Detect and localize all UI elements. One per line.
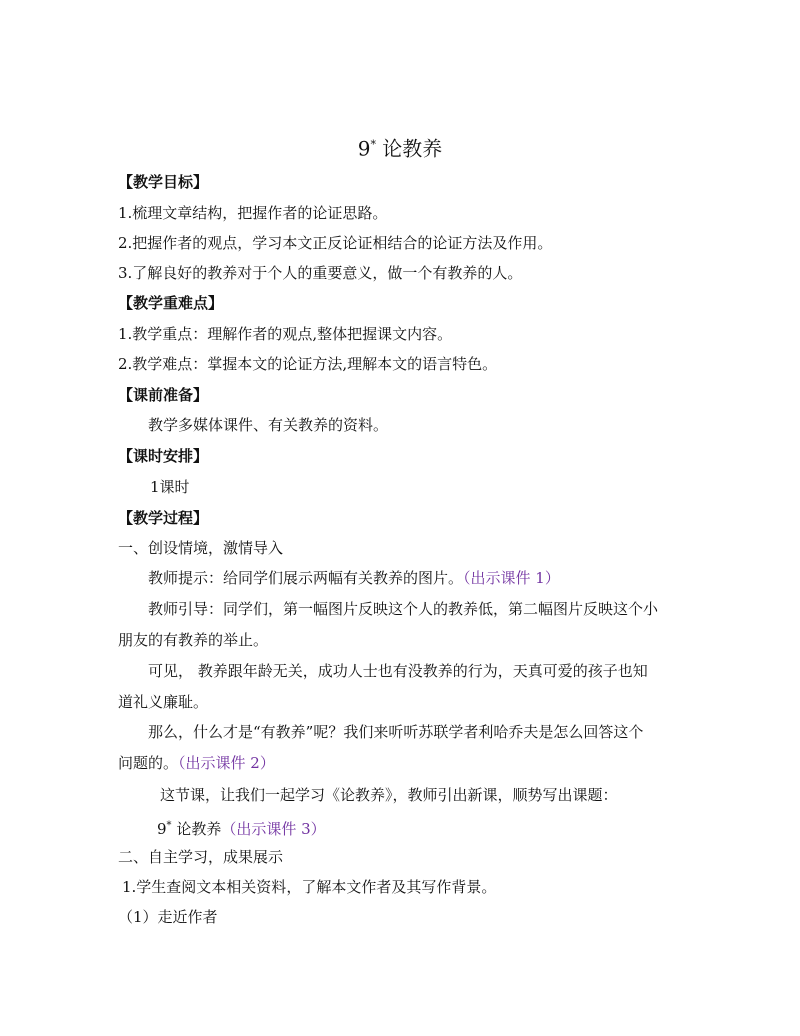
goal-item-2: 2.把握作者的观点，学习本文正反论证相结合的论证方法及作用。 (118, 234, 553, 252)
paragraph-3-line-1: 可见， 教养跟年龄无关，成功人士也有没教养的行为，天真可爱的孩子也知 (148, 662, 648, 680)
paragraph-8: （1）走近作者 (118, 908, 218, 926)
keypoint-item-1: 1.教学重点：理解作者的观点,整体把握课文内容。 (118, 325, 453, 343)
keypoints-heading: 【教学重难点】 (118, 294, 224, 312)
lesson-title: 论教养 (171, 820, 222, 838)
lesson-star: * (166, 820, 172, 831)
prep-heading: 【课前准备】 (118, 386, 209, 404)
section-1-heading: 一、创设情境，激情导入 (118, 539, 284, 557)
paragraph-2-line-2: 朋友的有教养的举止。 (118, 631, 269, 649)
process-heading: 【教学过程】 (118, 509, 209, 527)
paragraph-1 (148, 568, 560, 588)
lesson-number: 9 (157, 820, 167, 838)
paragraph-4-line-2 (118, 753, 275, 773)
goal-item-1: 1.梳理文章结构，把握作者的论证思路。 (118, 204, 388, 222)
paragraph-4-line-1: 那么，什么才是“有教养”呢？我们来听听苏联学者利哈乔夫是怎么回答这个 (148, 723, 644, 741)
goal-item-3: 3.了解良好的教养对于个人的重要意义，做一个有教养的人。 (118, 264, 523, 282)
paragraph-1-text: 教师提示：给同学们展示两幅有关教养的图片。 (148, 569, 464, 587)
paragraph-4-text: 问题的。 (118, 754, 179, 772)
paragraph-6 (157, 816, 326, 839)
paragraph-3-line-2: 道礼义廉耻。 (118, 693, 209, 711)
title-star: * (370, 138, 376, 151)
section-2-heading: 二、自主学习，成果展示 (118, 848, 284, 866)
paragraph-7: 1.学生查阅文本相关资料，了解本文作者及其写作背景。 (122, 878, 497, 896)
hours-text: 1课时 (150, 478, 190, 496)
courseware-link-2[interactable]: （出示课件 2） (178, 754, 275, 772)
page-title (0, 132, 800, 162)
courseware-link-3[interactable]: （出示课件 3） (221, 820, 326, 838)
title-text: 论教养 (382, 136, 443, 161)
goals-heading: 【教学目标】 (118, 173, 209, 191)
keypoint-item-2: 2.教学难点：掌握本文的论证方法,理解本文的语言特色。 (118, 355, 498, 373)
paragraph-5: 这节课，让我们一起学习《论教养》，教师引出新课，顺势写出课题： (160, 786, 618, 804)
prep-text: 教学多媒体课件、有关教养的资料。 (148, 416, 389, 434)
hours-heading: 【课时安排】 (118, 447, 209, 465)
courseware-link-1[interactable]: （出示课件 1） (463, 569, 560, 587)
paragraph-2-line-1: 教师引导：同学们，第一幅图片反映这个人的教养低，第二幅图片反映这个小 (148, 600, 659, 618)
title-number: 9 (357, 136, 371, 161)
